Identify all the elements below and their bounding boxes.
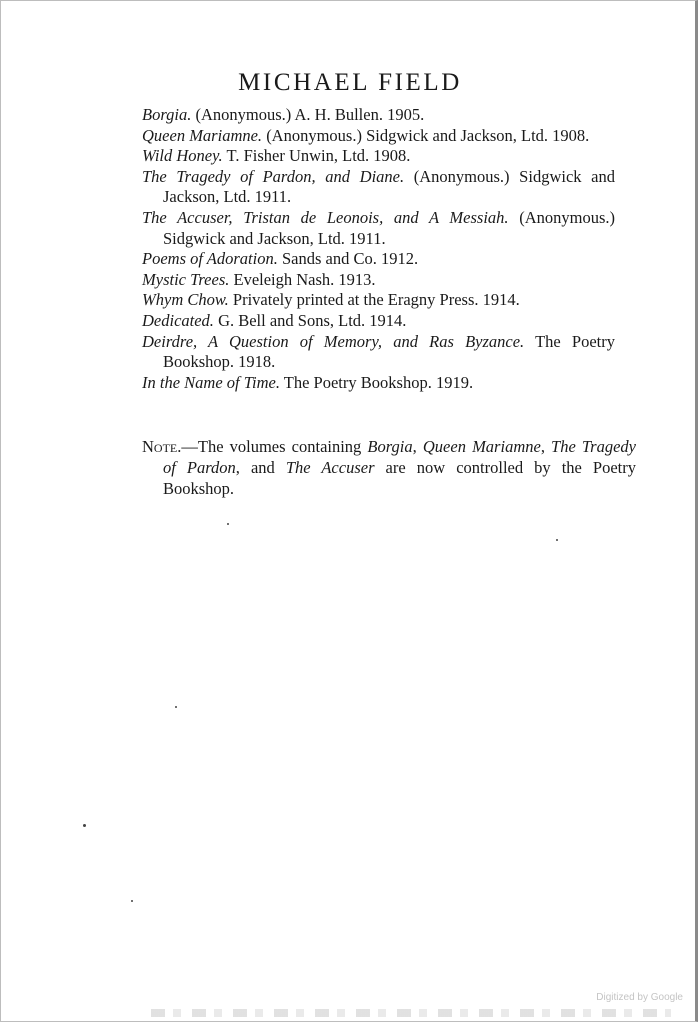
work-title: Poems of Adoration.: [142, 249, 278, 269]
work-title: Borgia.: [142, 105, 192, 124]
bibliography-entry: [142, 290, 615, 311]
work-title: Mystic Trees.: [142, 269, 230, 289]
publication-details: The Poetry Bookshop. 1918.: [163, 331, 616, 372]
publisher-note: [142, 437, 636, 499]
bibliography-entry: [142, 249, 615, 270]
bibliography-entry: [142, 126, 615, 147]
work-title: Dedicated.: [142, 310, 214, 330]
publication-details: The Poetry Bookshop. 1919.: [279, 372, 474, 392]
note-text: , and: [235, 457, 286, 477]
note-text: ,: [540, 437, 552, 456]
note-text: are now controlled by the Poetry Bookshop.: [163, 457, 636, 498]
note-text: ,: [412, 437, 423, 456]
publication-details: G. Bell and Sons, Ltd. 1914.: [213, 310, 407, 330]
scan-speck: [131, 900, 133, 902]
bibliography-entry: [142, 270, 615, 291]
bibliography-entry: [142, 105, 615, 126]
note-text: —The volumes containing: [181, 437, 368, 456]
work-title: The Tragedy of Pardon, and Diane.: [142, 166, 405, 186]
publication-details: Sands and Co. 1912.: [277, 249, 419, 269]
digitization-watermark: Digitized by Google: [596, 992, 683, 1003]
work-title: Whym Chow.: [142, 290, 229, 310]
note-work-title: Borgia: [367, 437, 413, 456]
note-work-title: Queen Mariamne: [422, 437, 541, 456]
publication-details: Privately printed at the Eragny Press. 1914.: [228, 290, 520, 310]
publication-details: (Anonymous.) Sidgwick and Jackson, Ltd. 1911.: [163, 207, 615, 248]
bibliography-entry: [142, 208, 615, 249]
bibliography-entry: [142, 146, 615, 167]
publication-details: (Anonymous.) Sidgwick and Jackson, Ltd. 1908.: [262, 125, 590, 145]
scan-speck: [175, 706, 177, 708]
scan-speck: [83, 824, 86, 827]
work-title: Queen Mariamne.: [142, 125, 263, 145]
work-title: The Accuser, Tristan de Leonois, and A Messiah.: [142, 207, 509, 227]
note-label: Note.: [142, 437, 182, 456]
publication-details: (Anonymous.) Sidgwick and Jackson, Ltd. 1911.: [163, 166, 615, 207]
publication-details: T. Fisher Unwin, Ltd. 1908.: [222, 146, 411, 166]
publication-details: (Anonymous.) A. H. Bullen. 1905.: [191, 105, 425, 124]
work-title: Deirdre, A Question of Memory, and Ras Byzance.: [142, 331, 525, 351]
publication-details: Eveleigh Nash. 1913.: [229, 269, 376, 289]
bibliography-entry: [142, 373, 615, 394]
bibliography-entry: [142, 311, 615, 332]
work-title: Wild Honey.: [142, 146, 223, 166]
scan-edge-artifact: [151, 1009, 671, 1017]
note-work-title: The Tragedy of Pardon: [163, 437, 636, 477]
bibliography-list: [142, 105, 615, 393]
page-title: MICHAEL FIELD: [238, 69, 462, 96]
scan-speck: [556, 539, 558, 541]
work-title: In the Name of Time.: [142, 372, 280, 392]
bibliography-entry: [142, 167, 615, 208]
bibliography-entry: [142, 332, 615, 373]
scan-speck: [227, 523, 229, 525]
note-work-title: The Accuser: [285, 457, 375, 477]
